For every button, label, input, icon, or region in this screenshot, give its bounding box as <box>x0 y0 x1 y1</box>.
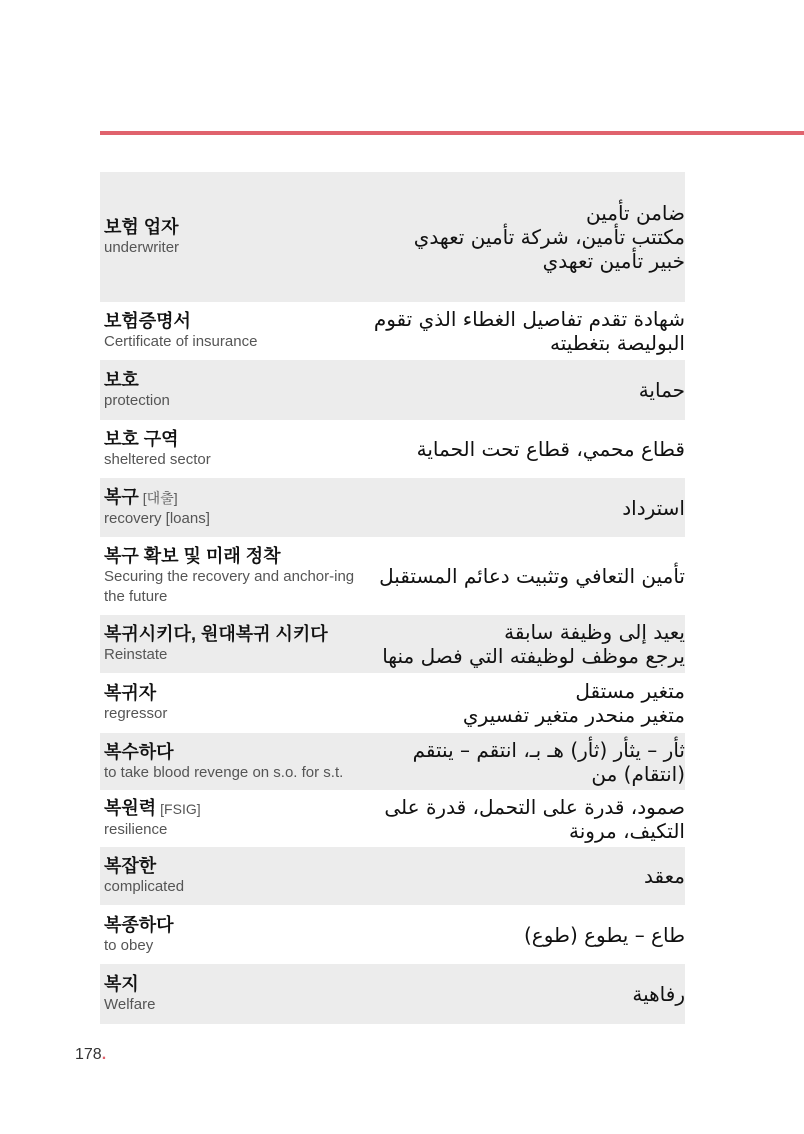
glossary-row <box>100 790 685 847</box>
korean-term-text: 복수하다 <box>104 741 174 762</box>
arabic-translation: متغير مستقل متغير منحدر متغير تفسيري <box>462 679 685 727</box>
korean-term-text: 복귀시키다, 원대복귀 시키다 <box>104 624 328 644</box>
term-cell <box>104 964 359 1024</box>
korean-term-text: 보험증명서 <box>104 311 191 331</box>
korean-term <box>104 545 359 567</box>
korean-term <box>104 855 359 877</box>
korean-term-text: 복잡한 <box>104 856 157 876</box>
term-cell <box>104 537 359 615</box>
glossary-row <box>100 420 685 478</box>
glossary-row <box>100 478 685 537</box>
english-term: Securing the recovery and anchor-ing the future <box>104 568 355 605</box>
glossary-row <box>100 537 685 615</box>
korean-term-text: 복종하다 <box>104 914 174 935</box>
page-number-dot: . <box>101 1046 107 1063</box>
term-cell <box>104 905 359 964</box>
glossary-row <box>100 673 685 733</box>
arabic-translation: شهادة تقدم تفاصيل الغطاء الذي تقوم البوليصة بتغطيته <box>373 307 685 355</box>
arabic-translation: حماية <box>638 378 685 402</box>
english-term: sheltered sector <box>104 451 211 468</box>
english-term: complicated <box>104 878 185 895</box>
english-term: to obey <box>104 936 154 954</box>
term-cell <box>104 847 359 905</box>
english-term: Certificate of insurance <box>104 333 258 350</box>
korean-term <box>104 428 359 450</box>
korean-term <box>104 682 359 704</box>
glossary-row <box>100 172 685 302</box>
arabic-translation: صمود، قدرة على التحمل، قدرة على التكيف، مرونة <box>384 794 685 843</box>
korean-term <box>104 797 355 820</box>
korean-term-text: 복귀자 <box>104 683 157 703</box>
korean-term-text: 보호 구역 <box>104 429 179 449</box>
glossary-table <box>100 172 685 1024</box>
korean-term <box>104 216 359 238</box>
term-tag: [대출] <box>142 490 178 506</box>
english-term: Welfare <box>104 996 156 1013</box>
arabic-translation: استرداد <box>622 495 685 520</box>
header-rule <box>100 131 804 135</box>
glossary-row <box>100 733 685 790</box>
korean-term <box>104 973 359 995</box>
term-cell <box>104 615 359 673</box>
korean-term <box>104 486 359 509</box>
korean-term <box>104 914 359 936</box>
arabic-translation: رفاهية <box>632 982 685 1006</box>
term-cell <box>104 172 359 302</box>
korean-term-text: 복지 <box>104 974 139 994</box>
arabic-translation: ضامن تأمين مكتتب تأمين، شركة تأمين تعهدي خبير تأمين تعهدي <box>413 201 685 273</box>
korean-term-text: 복구 <box>104 487 139 507</box>
term-cell <box>104 478 359 537</box>
english-term: resilience <box>104 821 168 838</box>
english-term: regressor <box>104 705 168 722</box>
english-term: to take blood revenge on s.o. for s.t. <box>104 763 344 781</box>
english-term: underwriter <box>104 239 180 256</box>
term-cell <box>104 733 355 790</box>
english-term: protection <box>104 392 170 409</box>
korean-term <box>104 369 359 391</box>
english-term: Reinstate <box>104 646 168 663</box>
arabic-translation: تأمين التعافي وتثبيت دعائم المستقبل <box>379 564 685 588</box>
term-cell <box>104 302 355 360</box>
korean-term-text: 복원력 <box>104 798 157 818</box>
arabic-translation: معقد <box>644 864 685 888</box>
korean-term <box>104 741 355 763</box>
glossary-row <box>100 360 685 420</box>
glossary-row <box>100 847 685 905</box>
arabic-translation: ثأر – يثأر (ثأر) هـ بـ، انتقم – ينتقم (انتقام) من <box>412 737 685 786</box>
korean-term-text: 복구 확보 및 미래 정착 <box>104 546 281 566</box>
glossary-row <box>100 615 685 673</box>
arabic-translation: قطاع محمي، قطاع تحت الحماية <box>416 437 685 461</box>
page-number-text: 178 <box>75 1046 102 1063</box>
page-number <box>75 1046 106 1064</box>
korean-term <box>104 623 359 645</box>
term-cell <box>104 360 359 420</box>
arabic-translation: يعيد إلى وظيفة سابقة يرجع موظف لوظيفته التي فصل منها <box>382 620 685 668</box>
english-term: recovery [loans] <box>104 510 210 527</box>
glossary-row <box>100 302 685 360</box>
korean-term <box>104 310 355 332</box>
term-cell <box>104 673 359 733</box>
term-tag: [FSIG] <box>160 801 201 817</box>
korean-term-text: 보험 업자 <box>104 217 179 237</box>
term-cell <box>104 790 355 847</box>
glossary-row <box>100 964 685 1024</box>
glossary-row <box>100 905 685 964</box>
term-cell <box>104 420 359 478</box>
arabic-translation: طاع – يطوع (طوع) <box>523 922 685 947</box>
korean-term-text: 보호 <box>104 370 139 390</box>
